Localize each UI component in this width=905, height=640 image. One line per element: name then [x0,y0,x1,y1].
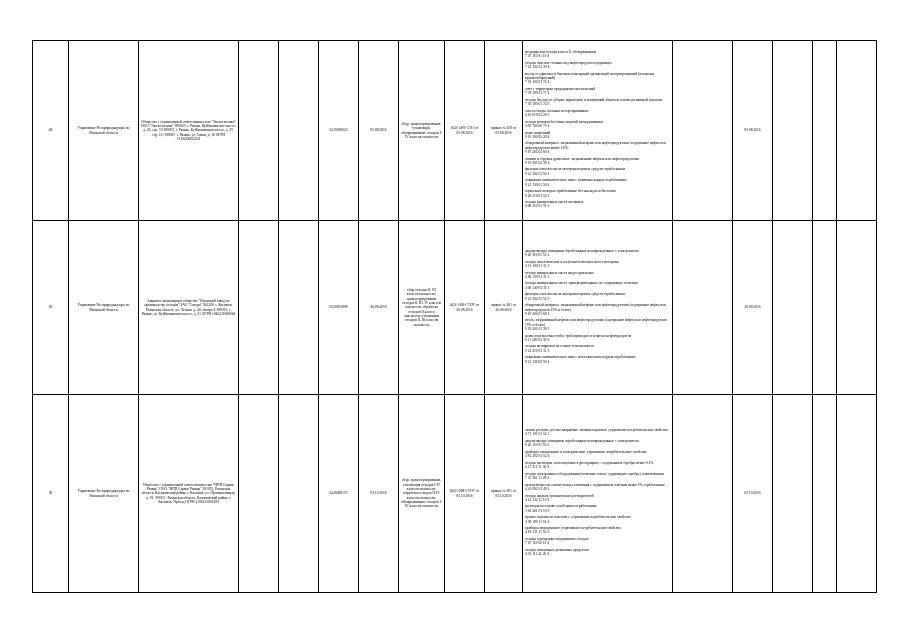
waste-name: тормозные колодки отработанные без накладок асбестовых [525,189,617,194]
empty-cell [239,221,279,395]
waste-name: приборы медицинские, утратившие потребительские свойства [525,526,621,531]
table-row [33,395,877,593]
waste-name: отходы жидких органических растворителей [525,493,594,498]
registration-date: 05.10.2016 [359,395,399,593]
inn: 6226008157 [319,395,359,593]
waste-list [525,428,670,559]
waste-code: 9 19 204 01 60 3 [525,311,550,316]
waste-name: отходы (мусор) от уборки территории и помещений объектов оптово-розничной торговли [525,97,663,102]
waste-code: 9 19 100 02 20 4 [525,134,550,139]
empty-cell [239,395,279,593]
empty-cell [673,221,733,395]
waste-item [525,292,670,301]
waste-name: шлак сварочный [525,130,551,135]
empty-cell [813,41,837,221]
waste-code: 9 11 200 02 39 3 [525,337,550,342]
waste-code: 7 33 100 01 72 4 [525,80,550,85]
waste-name: катализаторы на основе оксида алюминия с содержанием платины менее 1% отработанные [525,482,665,487]
waste-code: 9 21 302 01 52 3 [525,296,550,301]
waste-item [525,109,670,118]
waste-code: 7 41 361 11 20 4 [525,476,550,481]
licensing-authority: Управление Росприроднадзора по Рязанской области [69,221,139,395]
waste-code: 4 41 002 01 49 3 [525,486,550,491]
empty-cell [673,41,733,221]
waste-code: 4 61 010 01 20 5 [525,113,550,118]
waste-item [525,537,670,546]
waste-name: шлам очистки емкостей и трубопроводов от нефти и нефтепродуктов [525,333,632,338]
waste-item [525,249,670,258]
waste-name: фильтры очистки масла автотранспортных средств отработанные [525,292,626,297]
empty-cell [837,395,877,593]
row-number: 29 [33,221,69,395]
waste-name: мусор от офисных и бытовых помещений организаций несортированный (исключая крупногабаритный) [525,71,655,81]
waste-code: 4 55 700 00 71 4 [525,123,550,128]
waste-item [525,318,670,331]
waste-name: отходы растворов, используемых в фотографии, с содержанием серебра менее 0,1% [525,460,654,465]
waste-item [525,461,670,470]
waste-code: 7 47 110 02 10 4 [525,541,550,546]
order-reference: приказ № 450 от 05.08.2016 [485,41,523,221]
waste-code: 4 06 130 01 31 3 [525,274,550,279]
waste-name: смет с территории предприятия малоопасный [525,86,596,91]
waste-item [525,344,670,353]
waste-item [525,472,670,481]
waste-name: отходы электронного оборудования (печатные платы, содержащие серебро), измельченные [525,471,665,476]
waste-name: отходы очистки сточных вод нефтепродуктосодержащих [525,60,613,65]
waste-item [525,355,670,364]
waste-code: 7 47 110 01 10 4 [525,54,550,59]
waste-name: медицинские отходы класса Б, обезвреженные [525,49,597,54]
organization-details: Общество с ограниченной ответственностью "Экологистика" ООО "Экологистика" 390047, г. Рязань, Куйбышевское шоссе, д. 25, стр. 19 390037, г. Рязань, Куйбышевское шоссе, д. 25, стр. 10, 390037, г. Рязань, ул. Связи, д. 10 ОГРН 1116234002104 [139,41,239,221]
waste-name: отходы очищенных резиновых продуктов [525,547,589,552]
waste-item [525,260,670,269]
waste-item [525,189,670,198]
licensing-authority: Управление Росприроднадзора по Рязанской области [69,395,139,593]
table-row [33,221,877,395]
waste-code: 4 71 101 01 52 1 [525,432,550,437]
waste-name: аккумуляторы свинцовые отработанные неповрежденные, с электролитом [525,439,639,444]
waste-name: лом и отходы стальные несортированные [525,108,589,113]
waste-code: 4 14 122 11 10 3 [525,497,550,502]
waste-list-cell [523,41,673,221]
waste-item [525,428,670,437]
waste-list-cell [523,221,673,395]
order-reference: приказ № 581 от 05.10.2016 [485,395,523,593]
waste-item [525,271,670,280]
waste-item [525,494,670,503]
inn: 6230051898 [319,221,359,395]
waste-item [525,483,670,492]
waste-code: 4 06 140 01 31 3 [525,285,550,290]
waste-name: отходы резиноасбестовых изделий незагрязненные [525,119,604,124]
activity-types: сбор, транспортирование, утилизация отходов I-IV классов опасности, обработка отходов II-IV классов опасности, обезвреживание отходов I-IV классов опасности [399,395,445,593]
waste-list [525,249,670,367]
waste-name: аккумуляторы свинцовые отработанные неповрежденные, с электролитом [525,248,639,253]
waste-name: покрышки пневматических шин с тканевым кордом отработанные [525,178,627,183]
waste-code: 4 31 111 41 20 4 [525,552,549,557]
registry-page [32,40,876,592]
waste-code: 9 21 302 01 52 3 [525,171,550,176]
waste-item [525,281,670,290]
waste-item [525,303,670,316]
empty-cell [239,41,279,221]
waste-item [525,548,670,557]
organization-details: Закрытое акционерное общество "Рязанский завод по производству отходов" ЗАО "Сатурн" 391200, г. Касимов, Рязанская область, ул. Лесная, д. 40, литера Б 390013, г. Рязань, ул. Куйбышевское шоссе, д. 31 ОГРН 1046231006564 [139,221,239,395]
final-date: 26.08.2016 [733,221,773,395]
waste-code: 7 33 390 01 71 4 [525,91,550,96]
waste-code: 7 23 102 01 39 4 [525,65,550,70]
empty-cell [673,395,733,593]
row-number: 30 [33,395,69,593]
waste-code: 9 21 210 01 31 3 [525,348,550,353]
waste-code: 4 81 202 01 52 4 [525,454,550,459]
table-row [33,41,877,221]
waste-name: опилки и стружка древесные, загрязненные нефтью или нефтепродуктами [525,156,640,161]
waste-item [525,72,670,85]
waste-name: песок, загрязненный нефтью или нефтепродуктами (содержание нефти или нефтепродуктов 15% и более) [525,318,667,327]
waste-name: обтирочный материал, загрязненный нефтью или нефтепродуктами (содержание нефти или нефтепродуктов менее 15%) [525,141,666,150]
waste-item [525,200,670,209]
waste-name: отходы минеральных масел моторных [525,200,584,205]
waste-item [525,61,670,70]
registration-date: 26.08.2016 [359,221,399,395]
waste-item [525,450,670,459]
registration-date: 05.08.2016 [359,41,399,221]
waste-item [525,120,670,129]
waste-code: 9 19 201 01 39 3 [525,326,550,331]
waste-item [525,167,670,176]
waste-code: 3 63 201 01 10 3 [525,508,550,513]
empty-cell [773,41,813,221]
waste-item [525,50,670,59]
waste-item [525,131,670,140]
waste-code: 9 21 130 01 50 4 [525,182,550,187]
waste-code: 9 20 110 01 53 2 [525,253,550,258]
waste-name: отходы антифризов на основе этиленгликоля [525,344,594,349]
empty-cell [279,41,319,221]
waste-code: 4 17 211 11 30 4 [525,465,549,470]
waste-name: покрышки пневматических шин с металлическим кордом отработанные [525,355,636,360]
waste-item [525,526,670,535]
license-number: (62)-1493-СТОУ от 26.08.2016 [445,221,485,395]
empty-cell [279,221,319,395]
waste-item [525,178,670,187]
waste-code: 9 20 110 01 53 2 [525,443,550,448]
waste-code: 9 19 205 02 39 4 [525,160,550,165]
waste-item [525,87,670,96]
final-date: 05.08.2016 [733,41,773,221]
waste-name: растворы на основе солей цинка отработанные [525,504,597,509]
empty-cell [837,221,877,395]
row-number: 28 [33,41,69,221]
waste-name: приборы электронные и электрические, утратившие потребительские свойства [525,449,647,454]
waste-list-cell [523,395,673,593]
waste-code: 4 06 110 01 31 3 [525,204,550,209]
empty-cell [813,221,837,395]
empty-cell [837,41,877,221]
order-reference: приказ № 491 от 26.08.2016 [485,221,523,395]
waste-item [525,141,670,154]
empty-cell [279,395,319,593]
waste-name: фильтры очистки масла автотранспортных средств отработанные [525,167,626,172]
waste-name: отходы минеральных масел индустриальных [525,270,594,275]
waste-code: 9 21 130 02 50 4 [525,359,550,364]
final-date: 05.10.2016 [733,395,773,593]
license-number: (62)-1491-СТО от 05.08.2016 [445,41,485,221]
empty-cell [773,221,813,395]
waste-name: обтирочный материал, загрязненный нефтью или нефтепродуктами (содержание нефти или нефтепродуктов 15% и более) [525,303,666,312]
waste-code: 9 20 310 01 52 5 [525,193,550,198]
waste-name: лампы ртутные, ртутно-кварцевые, люминесцентные, утратившие потребительские свойства [525,428,668,433]
waste-name: отходы минеральных масел трансформаторных, не содержащих галогены [525,281,638,286]
activity-types: сбор отходов II, III классов опасности, транспортирование отходов II, III, IV классов опасности, обработка отходов II класса опасности, утилизация отходов II, III классов опасности [399,221,445,395]
waste-code: 7 35 100 01 72 5 [525,102,550,107]
inn: 6215030623 [319,41,359,221]
waste-code: 4 81 131 11 52 4 [525,530,550,535]
waste-code: 4 38 199 11 52 4 [525,519,550,524]
waste-item [525,439,670,448]
empty-cell [813,395,837,593]
waste-name: прочие изделия из пластмасс, утратившие потребительские свойства [525,515,631,520]
organization-details: Общество с ограниченной ответственностью "НПП Сервис Рязань" ООО "НПП Сервис Рязань" 391051, Рязанская область, Касимовский район, г. Касимов, ул. Промышленная, д. 19, 391051, Рязанская область, Касимовский район, г. Касимов, Проезд ОГРН 1106215001200 [139,395,239,593]
empty-cell [773,395,813,593]
waste-name: отходы синтетических и полусинтетических масел моторных [525,259,620,264]
waste-item [525,98,670,107]
license-registry-table [32,40,877,593]
waste-item [525,504,670,513]
licensing-authority: Управление Росприроднадзора по Рязанской области [69,41,139,221]
waste-item [525,515,670,524]
activity-types: сбор, транспортирование, утилизация, обезвреживание отходов I-IV классов опасности [399,41,445,221]
waste-code: 4 13 100 01 31 3 [525,263,550,268]
registry-body [33,41,877,593]
waste-item [525,334,670,343]
waste-code: 9 19 204 02 60 4 [525,149,550,154]
waste-list [525,50,670,211]
license-number: (62)-1508-СТОУ от 05.10.2016 [445,395,485,593]
waste-name: отходы сортировки медицинских отходов [525,537,589,542]
waste-item [525,157,670,166]
